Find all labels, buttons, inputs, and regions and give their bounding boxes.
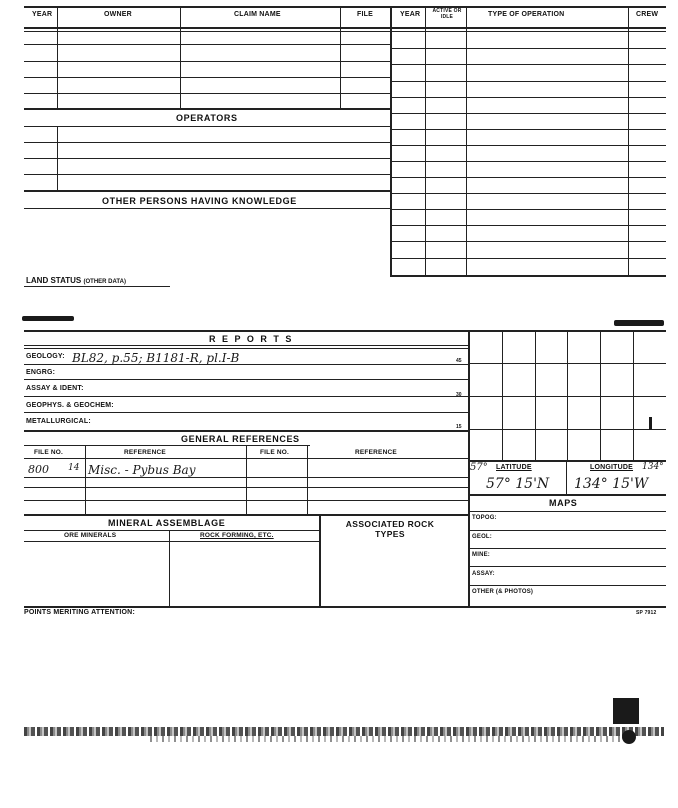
punch-hole bbox=[622, 730, 636, 744]
row-line bbox=[390, 161, 666, 162]
reports-top-rule bbox=[24, 330, 666, 332]
row-line bbox=[468, 511, 666, 512]
land-status-label: LAND STATUS bbox=[26, 276, 82, 285]
row-line bbox=[390, 48, 666, 49]
ink-mark bbox=[649, 417, 652, 430]
row-line bbox=[390, 225, 666, 226]
scan-noise-band bbox=[24, 727, 664, 736]
lon-suffix: 134° bbox=[642, 462, 664, 472]
grid-row bbox=[468, 460, 666, 462]
points-meriting-attention: POINTS MERITING ATTENTION: bbox=[24, 609, 135, 616]
row-line bbox=[24, 93, 390, 94]
longitude-label: LONGITUDE bbox=[590, 464, 634, 471]
general-references-title: GENERAL REFERENCES bbox=[181, 434, 300, 444]
registration-mark bbox=[613, 698, 639, 724]
row-line bbox=[24, 348, 468, 349]
header-rule bbox=[24, 27, 666, 29]
top-rule bbox=[24, 6, 666, 8]
file-no-header-2: FILE NO. bbox=[260, 449, 290, 456]
file-no-header: FILE NO. bbox=[34, 449, 64, 456]
reference-header-2: REFERENCE bbox=[355, 449, 397, 456]
row-line bbox=[468, 494, 666, 496]
geology-value: BL82, p.55; B1181-R, pl.I-B bbox=[72, 351, 240, 365]
row-line bbox=[390, 258, 666, 259]
row-line bbox=[390, 193, 666, 194]
scan-noise-band bbox=[150, 736, 630, 742]
maps-topog: TOPOG: bbox=[472, 515, 497, 521]
lat-lon-divider bbox=[566, 460, 567, 494]
row-line bbox=[24, 445, 310, 446]
maps-assay: ASSAY: bbox=[472, 571, 495, 577]
crew-header: CREW bbox=[636, 11, 659, 18]
section-bottom-rule bbox=[24, 606, 666, 608]
row-line bbox=[24, 61, 390, 62]
geology-label: GEOLOGY: bbox=[26, 353, 65, 360]
row-line bbox=[24, 174, 390, 175]
col-divider bbox=[466, 6, 467, 276]
header-rule-thin bbox=[24, 31, 666, 32]
associated-rock-types-title: ASSOCIATED ROCK TYPES bbox=[345, 519, 435, 539]
row-line bbox=[468, 548, 666, 549]
reference-header: REFERENCE bbox=[124, 449, 166, 456]
row-line bbox=[24, 514, 468, 516]
grid-row bbox=[468, 396, 666, 397]
owner-header: OWNER bbox=[104, 11, 132, 18]
claim-name-header: CLAIM NAME bbox=[234, 11, 281, 18]
main-divider bbox=[390, 6, 392, 276]
grid-row bbox=[468, 363, 666, 364]
latitude-value: 57° 15'N bbox=[486, 476, 550, 492]
ref-entry: Misc. - Pybus Bay bbox=[88, 463, 196, 477]
type-of-operation-header: TYPE OF OPERATION bbox=[488, 11, 565, 18]
scale-15: 15 bbox=[456, 424, 462, 430]
maps-geol: GEOL: bbox=[472, 534, 492, 540]
maps-title: MAPS bbox=[549, 498, 578, 508]
col-divider bbox=[57, 126, 58, 190]
latitude-label: LATITUDE bbox=[496, 464, 532, 471]
grid-col bbox=[633, 330, 634, 460]
col-divider bbox=[180, 6, 181, 108]
form-number: SP 7912 bbox=[636, 610, 657, 616]
row-line bbox=[24, 430, 468, 432]
maps-other: OTHER (& PHOTOS) bbox=[472, 589, 534, 595]
operators-title: OPERATORS bbox=[176, 113, 238, 123]
longitude-value: 134° 15'W bbox=[574, 476, 649, 492]
assay-label: ASSAY & IDENT: bbox=[26, 385, 84, 392]
other-persons-title: OTHER PERSONS HAVING KNOWLEDGE bbox=[102, 196, 297, 206]
row-line bbox=[24, 158, 390, 159]
row-line bbox=[390, 64, 666, 65]
lat-prefix: 57° bbox=[470, 462, 488, 473]
row-line bbox=[24, 412, 468, 413]
ink-smudge bbox=[614, 320, 664, 326]
row-line bbox=[24, 530, 319, 531]
row-line bbox=[390, 241, 666, 242]
grid-col bbox=[502, 330, 503, 460]
scale-30: 30 bbox=[456, 392, 462, 398]
ink-smudge bbox=[22, 316, 74, 321]
row-line bbox=[24, 379, 468, 380]
grid-col bbox=[535, 330, 536, 460]
col-divider bbox=[169, 530, 170, 606]
row-line bbox=[24, 364, 468, 365]
ref-file-no: 800 bbox=[28, 463, 49, 476]
row-line bbox=[24, 208, 390, 209]
row-line bbox=[24, 396, 468, 397]
row-line bbox=[24, 541, 319, 542]
reports-title: R E P O R T S bbox=[209, 334, 294, 344]
row-line bbox=[390, 81, 666, 82]
row-line bbox=[468, 585, 666, 586]
row-line bbox=[390, 177, 666, 178]
row-line bbox=[24, 77, 390, 78]
row-line bbox=[24, 126, 390, 127]
col-divider bbox=[85, 445, 86, 514]
row-line bbox=[390, 145, 666, 146]
geophys-label: GEOPHYS. & GEOCHEM: bbox=[26, 402, 114, 409]
land-status-sub: (OTHER DATA) bbox=[83, 279, 126, 285]
engrg-label: ENGRG: bbox=[26, 369, 56, 376]
grid-row bbox=[468, 429, 666, 430]
grid-col bbox=[567, 330, 568, 460]
col-divider bbox=[628, 6, 629, 276]
active-idle-header: ACTIVE OR IDLE bbox=[432, 8, 462, 20]
scale-45: 45 bbox=[456, 358, 462, 364]
col-divider bbox=[246, 445, 247, 514]
year-header-right: YEAR bbox=[400, 11, 421, 18]
mineral-assemblage-title: MINERAL ASSEMBLAGE bbox=[108, 518, 226, 528]
row-line bbox=[24, 44, 390, 45]
metallurgical-label: METALLURGICAL: bbox=[26, 418, 91, 425]
ref-sub-no: 14 bbox=[68, 463, 80, 473]
row-line bbox=[24, 142, 390, 143]
row-line bbox=[24, 345, 468, 346]
row-line bbox=[390, 97, 666, 98]
row-line bbox=[390, 209, 666, 210]
row-line bbox=[390, 113, 666, 114]
col-divider bbox=[425, 6, 426, 276]
row-line bbox=[390, 129, 666, 130]
maps-mine: MINE: bbox=[472, 552, 490, 558]
row-line bbox=[24, 190, 390, 192]
land-status-underline bbox=[24, 286, 170, 287]
col-divider bbox=[319, 514, 321, 606]
col-divider bbox=[340, 6, 341, 108]
ore-minerals-header: ORE MINERALS bbox=[64, 532, 117, 539]
rock-forming-header: ROCK FORMING, ETC. bbox=[200, 532, 274, 539]
year-header: YEAR bbox=[32, 11, 53, 18]
row-line bbox=[468, 566, 666, 567]
row-line bbox=[390, 275, 666, 277]
row-line bbox=[468, 530, 666, 531]
col-divider bbox=[307, 445, 308, 514]
grid-col bbox=[600, 330, 601, 460]
row-line bbox=[24, 108, 390, 110]
file-header: FILE bbox=[357, 11, 373, 18]
col-divider bbox=[57, 6, 58, 108]
